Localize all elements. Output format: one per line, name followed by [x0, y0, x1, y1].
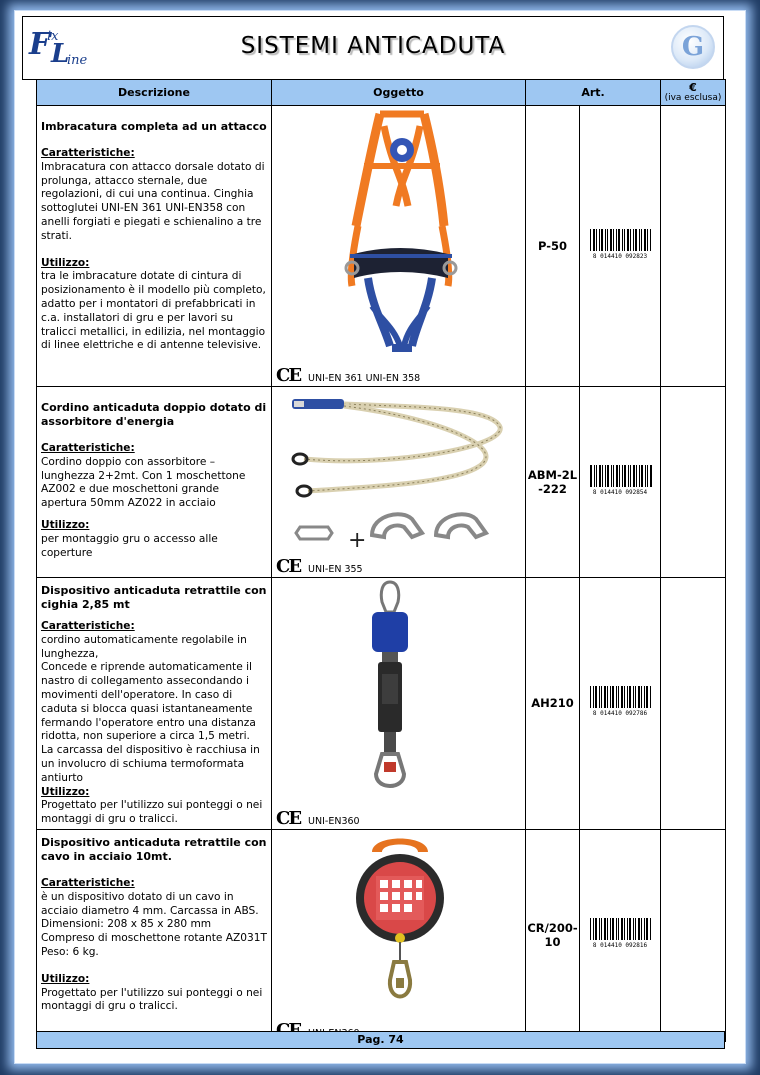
page-footer: Pag. 74: [36, 1031, 725, 1049]
use-label: Utilizzo:: [41, 518, 90, 531]
article-code: AH210: [526, 578, 580, 830]
ce-certification: [276, 556, 363, 577]
fixline-logo: F ix L ine: [29, 27, 88, 69]
ce-mark-icon: CE: [276, 556, 301, 577]
product-image-cell: [272, 578, 526, 830]
barcode: [587, 229, 653, 259]
barcode: [587, 465, 653, 495]
features-text: cordino automaticamente regolabile in lunghezza, Concede e riprende automaticamente il nastro di collegamento assecondando i movimenti dell'operatore. In caso di caduta si blocca quasi istantaneamente fermando l'operatore entro una distanza ridotta, non superiore a circa 1,5 metri. La carcassa del dispositivo è racchiusa in un involucro di schiuma termoformata antiurto: [41, 633, 260, 784]
barcode-cell: [580, 387, 661, 578]
product-description: [37, 106, 272, 387]
product-name: Dispositivo anticaduta retrattile con cavo in acciaio 10mt.: [41, 835, 267, 863]
product-image-cell: [272, 106, 526, 387]
lanyard-image: [272, 387, 524, 562]
col-header-object: Oggetto: [272, 80, 526, 106]
table-row: [37, 578, 726, 830]
price-cell: [661, 829, 726, 1041]
retractable-cable-image: [272, 830, 524, 1025]
barcode-cell: [580, 578, 661, 830]
table-row: [37, 829, 726, 1041]
page-title: SISTEMI ANTICADUTA: [240, 33, 506, 59]
barcode-bars: [587, 229, 653, 259]
certification-text: UNI-EN 355: [308, 564, 363, 575]
vat-note: (iva esclusa): [664, 93, 722, 103]
barcode-number: 8 014410 092786: [592, 710, 648, 717]
svg-text:+: +: [348, 528, 367, 553]
features-text: è un dispositivo dotato di un cavo in acciaio diametro 4 mm. Carcassa in ABS. Dimensioni: 208 x 85 x 280 mm Compreso di moschettone rotante AZ031T Peso: 6 kg.: [41, 890, 267, 958]
page-header: [22, 16, 724, 80]
ce-certification: [276, 807, 360, 829]
price-cell: [661, 578, 726, 830]
ce-certification: [276, 365, 421, 386]
article-code: CR/200-10: [526, 829, 580, 1041]
product-image-cell: [272, 829, 526, 1041]
barcode: [587, 686, 653, 716]
table-header-row: [37, 80, 726, 106]
use-text: Progettato per l'utilizzo sui ponteggi o nei montaggi di gru o tralicci.: [41, 799, 263, 826]
features-text: Imbracatura con attacco dorsale dotato di prolunga, attacco sternale, due regolazioni, di cui una continua. Cinghia sottoglutei UNI-EN 361 UNI-EN358 con anelli forgiati e piegati e schienalino a tre strati.: [41, 160, 265, 242]
ce-mark-icon: CE: [276, 807, 301, 829]
use-text: per montaggio gru o accesso alle coperture: [41, 532, 218, 559]
retractable-strap-image: [272, 578, 524, 803]
price-cell: [661, 106, 726, 387]
article-code: P-50: [526, 106, 580, 387]
product-name: Imbracatura completa ad un attacco: [41, 120, 267, 133]
col-header-price: [661, 80, 726, 106]
harness-image: [272, 106, 524, 366]
g-brand-logo: G: [671, 25, 715, 69]
barcode-cell: [580, 829, 661, 1041]
features-label: Caratteristiche:: [41, 620, 135, 632]
barcode-number: 8 014410 092854: [592, 489, 648, 495]
barcode-bars: [587, 918, 653, 948]
barcode-number: 8 014410 092816: [592, 942, 648, 949]
certification-text: UNI-EN360: [308, 815, 360, 827]
features-label: Caratteristiche:: [41, 442, 135, 454]
barcode-bars: [587, 686, 653, 716]
barcode-bars: [587, 465, 653, 495]
product-description: [37, 387, 272, 578]
table-row: [37, 106, 726, 387]
article-code: ABM-2L-222: [526, 387, 580, 578]
col-header-description: Descrizione: [37, 80, 272, 106]
price-cell: [661, 387, 726, 578]
euro-symbol: €: [689, 81, 697, 94]
product-description: [37, 578, 272, 830]
certification-text: UNI-EN 361 UNI-EN 358: [308, 373, 421, 384]
product-description: [37, 829, 272, 1041]
use-label: Utilizzo:: [41, 972, 90, 985]
product-image-cell: [272, 387, 526, 578]
barcode-cell: [580, 106, 661, 387]
use-label: Utilizzo:: [41, 256, 90, 269]
table-row: [37, 387, 726, 578]
product-name: Dispositivo anticaduta retrattile con cighia 2,85 mt: [41, 584, 267, 611]
use-text: tra le imbracature dotate di cintura di posizionamento è il modello più completo, adatto per i montatori di prefabbricati in c.a. installatori di gru e per lavori su tralicci metallici, in edilizia, nel montaggio di linee elettriche e di antenne televisive.: [41, 270, 266, 352]
barcode: [587, 918, 653, 948]
ce-mark-icon: CE: [276, 365, 301, 386]
features-text: Cordino doppio con assorbitore – lunghezza 2+2mt. Con 1 moschettone AZ002 e due moschettoni grande apertura 50mm AZ022 in acciaio: [41, 455, 246, 510]
use-label: Utilizzo:: [41, 785, 90, 798]
features-label: Caratteristiche:: [41, 147, 135, 159]
use-text: Progettato per l'utilizzo sui ponteggi o nei montaggi di gru o tralicci.: [41, 986, 263, 1013]
product-name: Cordino anticaduta doppio dotato di assorbitore d'energia: [41, 401, 267, 428]
col-header-article: Art.: [526, 80, 661, 106]
barcode-number: 8 014410 092823: [592, 253, 648, 259]
product-table: [36, 79, 726, 1042]
features-label: Caratteristiche:: [41, 876, 135, 889]
